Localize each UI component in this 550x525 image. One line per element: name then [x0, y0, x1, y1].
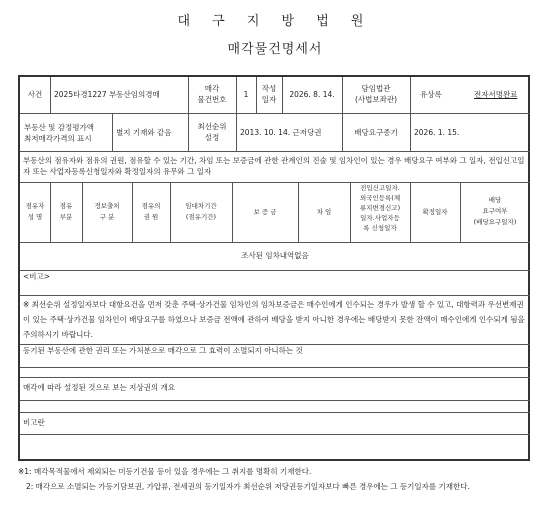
- row-divider: [20, 113, 530, 114]
- remarks-column-label: 비고란: [23, 418, 45, 427]
- col-divider: [112, 113, 113, 151]
- header-occupied-part: 점유 부분: [59, 202, 73, 221]
- electronic-signature: 전자서명완료: [474, 90, 518, 99]
- court-name: 대 구 지 방 법 원: [177, 14, 373, 29]
- header-info-source: 정보출처 구 분: [94, 202, 120, 221]
- surface-rights-label: 매각에 따라 설정된 것으로 보는 지상권의 개요: [23, 383, 175, 392]
- col-divider: [236, 113, 237, 151]
- appraisal-label: 부동산 및 감정평가액 최저매각가격의 표시: [24, 123, 94, 143]
- row-divider: [20, 270, 530, 271]
- lessee-notice: ※ 최선순위 설정일자보다 대항요건을 먼저 갖춘 주택·상가건물 임차인의 임차보증금은 매수인에게 인수되는 경우가 발생 할 수 있고, 대항력과 우선변제권이 있는 주택·상가건물 임차인이 배당요구를 하였으나 보증금 전액에 관하여 배당을 받지 아니한 경우에는 배당받지 못한 잔액이 매수인에게 인수되게 됨을 주의하시기 바랍니다.: [23, 300, 525, 339]
- deadline-label: 배당요구종기: [354, 128, 398, 137]
- header-lease-period: 임대차기간 (점유기간): [185, 202, 217, 221]
- row-divider: [20, 151, 530, 152]
- row-divider: [20, 182, 530, 183]
- header-rent: 차 임: [316, 208, 332, 216]
- no-lease-record: 조사된 임차내역없음: [241, 251, 309, 260]
- col-divider: [50, 77, 51, 113]
- row-divider: [20, 295, 530, 296]
- priority-value: 2013. 10. 14. 근저당권: [240, 128, 322, 137]
- footnote-1: ※1: 매각목적물에서 제외되는 미등기건물 등이 있을 경우에는 그 취지를 명확히 기재한다.: [18, 467, 312, 476]
- document-title: 매각물건명세서: [227, 42, 323, 57]
- judge-label: 담임법관 (사법보좌관): [354, 84, 398, 104]
- item-number-label: 매각 물건번호: [197, 84, 227, 104]
- header-dividend-request: 배당 요구여부 (배당요구일자): [473, 196, 517, 226]
- case-label: 사건: [27, 90, 43, 99]
- occupancy-note: 부동산의 점유자와 점유의 권원, 점유할 수 있는 기간, 차임 또는 보증금에 관한 관계인의 진술 및 임차인이 있는 경우 배당요구 여부와 그 일자, 전입신고일자 또는 사업자등록신청일자와 확정일자의 유무와 그 일자: [23, 156, 525, 176]
- appraisal-value: 별지 기재와 같음: [116, 128, 172, 137]
- item-number-value: 1: [243, 90, 249, 99]
- specification-table: [18, 75, 530, 461]
- col-divider: [410, 113, 411, 151]
- header-fixed-date: 확정일자: [422, 208, 448, 216]
- written-date-label: 작성 일자: [261, 84, 277, 104]
- col-divider: [410, 77, 411, 113]
- row-divider: [20, 367, 530, 368]
- row-divider: [20, 242, 530, 243]
- row-divider: [20, 400, 530, 401]
- row-divider: [20, 434, 530, 435]
- row-divider: [20, 412, 530, 413]
- header-move-in-date: 전입신고일자. 외국인등록(체 류지변경신고) 일자.사업자등 록 신청일자: [359, 184, 401, 232]
- header-occupant-name: 점유자 성 명: [25, 202, 45, 221]
- written-date-value: 2026. 8. 14.: [289, 90, 335, 99]
- unextinguished-rights-label: 등기된 부동산에 관한 권리 또는 가처분으로 매각으로 그 효력이 소멸되지 아니하는 것: [23, 346, 303, 355]
- deadline-value: 2026. 1. 15.: [414, 128, 460, 137]
- footnote-2: 2: 매각으로 소멸되는 가등기담보권, 가압류, 전세권의 등기일자가 최선순위 저당권등기일자보다 빠른 경우에는 그 등기일자를 기재한다.: [26, 482, 470, 491]
- header-deposit: 보 증 금: [253, 208, 277, 216]
- row-divider: [20, 377, 530, 378]
- judge-name: 유상록: [420, 90, 442, 99]
- priority-label: 최선순위 설정: [197, 122, 227, 142]
- header-occupancy-title: 점유의 권 원: [141, 202, 161, 221]
- remarks-label: <비고>: [23, 272, 51, 281]
- case-number: 2025타경1227 부동산임의경매: [54, 90, 160, 99]
